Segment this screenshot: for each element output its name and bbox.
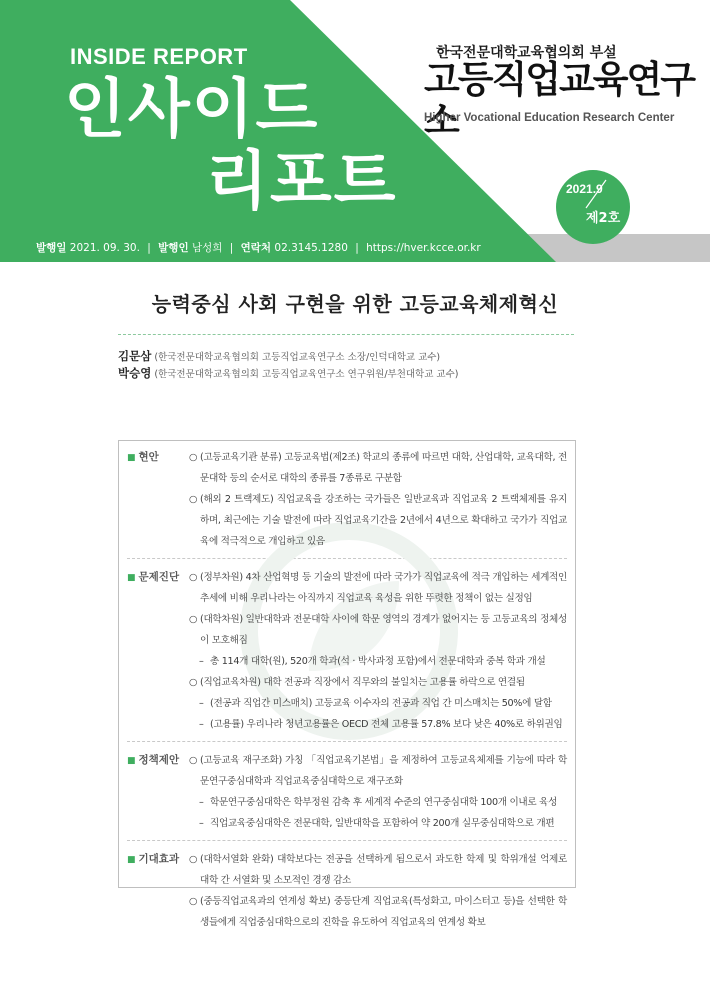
summary-point (189, 567, 567, 609)
circle-bullet-icon: ○ (189, 572, 198, 583)
author-name: 박승영 (118, 366, 152, 380)
meta-date-label: 발행일 (36, 242, 67, 254)
dash-bullet-icon: – (199, 719, 204, 730)
section-label (119, 567, 189, 735)
summary-subpoint (189, 714, 567, 735)
meta-separator: | (147, 242, 151, 254)
point-text: (중등직업교육과의 연계성 확보) 중등단계 직업교육(특성화고, 마이스터고 등)을 선택한 학생들에게 직업중심대학으로의 진학을 유도하여 직업교육의 연계성 확보 (200, 896, 567, 928)
title-divider (118, 334, 574, 335)
section-label-text: 문제진단 (138, 571, 180, 583)
point-text: (전공과 직업간 미스매치) 고등교육 이수자의 전공과 직업 간 미스매치는 50%에 달함 (210, 698, 552, 709)
meta-separator: | (355, 242, 359, 254)
meta-url-link[interactable]: https://hver.kcce.or.kr (366, 242, 481, 254)
section-items (189, 567, 575, 735)
author-affiliation: (한국전문대학교육협의회 고등직업교육연구소 소장/인덕대학교 교수) (154, 352, 441, 363)
dash-bullet-icon: – (199, 698, 204, 709)
author-affiliation: (한국전문대학교육협의회 고등직업교육연구소 연구위원/부천대학교 교수) (154, 369, 459, 380)
summary-subpoint (189, 813, 567, 834)
dash-bullet-icon: – (199, 797, 204, 808)
summary-point (189, 447, 567, 489)
summary-point (189, 609, 567, 651)
meta-publisher-label: 발행인 (158, 242, 189, 254)
circle-bullet-icon: ○ (189, 854, 198, 865)
summary-point (189, 849, 567, 891)
author-list (118, 348, 459, 382)
section-label (119, 849, 189, 933)
point-text: (직업교육차원) 대학 전공과 직장에서 직무와의 불일치는 고용률 하락으로 연결됨 (200, 677, 525, 688)
summary-section (119, 447, 575, 552)
summary-subpoint (189, 792, 567, 813)
meta-contact: 02.3145.1280 (274, 242, 348, 254)
point-text: (고용률) 우리나라 청년고용률은 OECD 전체 고용률 57.8% 보다 낮은 40%로 하위권임 (210, 719, 563, 730)
publisher-subtitle: 한국전문대학교육협의회 부설 (436, 45, 617, 61)
summary-point (189, 489, 567, 552)
circle-bullet-icon: ○ (189, 896, 198, 907)
summary-section (119, 750, 575, 834)
summary-section (119, 567, 575, 735)
report-label: INSIDE REPORT (70, 44, 248, 69)
circle-bullet-icon: ○ (189, 494, 198, 505)
author-row (118, 348, 459, 365)
circle-bullet-icon: ○ (189, 755, 198, 766)
section-bullet-icon: ■ (127, 453, 136, 463)
section-items (189, 447, 575, 552)
meta-contact-label: 연락처 (240, 242, 272, 254)
summary-subpoint (189, 651, 567, 672)
article-title: 능력중심 사회 구현을 위한 고등교육체제혁신 (151, 292, 559, 316)
section-items (189, 849, 575, 933)
publication-meta (36, 240, 481, 255)
point-text: (고등교육기관 분류) 고등교육법(제2조) 학교의 종류에 따르면 대학, 산업대학, 교육대학, 전문대학 등의 순서로 대학의 종류를 7종류로 구분함 (200, 452, 567, 484)
issue-badge (556, 170, 630, 244)
circle-bullet-icon: ○ (189, 614, 198, 625)
point-text: 학문연구중심대학은 학부정원 감축 후 세계적 수준의 연구중심대학 100개 이내로 육성 (210, 797, 558, 808)
issue-date: 2021.9 (566, 182, 603, 196)
summary-point (189, 672, 567, 693)
meta-separator: | (229, 242, 234, 254)
section-label (119, 750, 189, 834)
section-bullet-icon: ■ (127, 756, 136, 766)
point-text: (대학차원) 일반대학과 전문대학 사이에 학문 영역의 경계가 없어지는 등 고등교육의 정체성이 모호해짐 (200, 614, 567, 646)
author-row (118, 365, 459, 382)
circle-bullet-icon: ○ (189, 677, 198, 688)
section-items (189, 750, 575, 834)
circle-bullet-icon: ○ (189, 452, 198, 463)
section-label-text: 현안 (138, 451, 159, 463)
summary-box (118, 440, 576, 928)
publisher-english-name: Higher Vocational Education Research Center (424, 112, 675, 124)
section-divider (127, 840, 567, 841)
point-text: (고등교육 재구조화) 가칭 「직업교육기본법」을 제정하여 고등교육체제를 기능에 따라 학문연구중심대학과 직업교육중심대학으로 재구조화 (200, 755, 567, 787)
section-label-text: 기대효과 (138, 853, 180, 865)
dash-bullet-icon: – (199, 818, 204, 829)
report-title-line1: 인사이드 (64, 73, 320, 147)
point-text: 총 114개 대학(원), 520개 학과(석 · 박사과정 포함)에서 전문대학과 중복 학과 개설 (210, 656, 546, 667)
section-label-text: 정책제안 (138, 754, 180, 766)
report-title-line2: 리포트 (206, 145, 398, 219)
point-text: 직업교육중심대학은 전문대학, 일반대학을 포함하여 약 200개 실무중심대학으로 개편 (210, 818, 555, 829)
meta-publisher: 남성희 (191, 242, 223, 254)
publisher-name: 고등직업교육연구소 (424, 58, 694, 142)
meta-date: 2021. 09. 30. (69, 242, 140, 254)
section-divider (127, 741, 567, 742)
section-label (119, 447, 189, 552)
point-text: (대학서열화 완화) 대학보다는 전공을 선택하게 됨으로서 과도한 학제 및 학위개설 억제로 대학 간 서열화 및 소모적인 경쟁 감소 (200, 854, 567, 886)
summary-sections (119, 447, 575, 933)
summary-section (119, 849, 575, 933)
issue-number: 제2호 (586, 211, 621, 226)
summary-subpoint (189, 693, 567, 714)
summary-point (189, 750, 567, 792)
section-bullet-icon: ■ (127, 855, 136, 865)
summary-point (189, 891, 567, 933)
point-text: (정부차원) 4차 산업혁명 등 기술의 발전에 따라 국가가 직업교육에 적극 개입하는 세계적인 추세에 비해 우리나라는 아직까지 직업교육 육성을 위한 뚜렷한 정책이 없는 실정임 (200, 572, 567, 604)
section-bullet-icon: ■ (127, 573, 136, 583)
author-name: 김문삼 (118, 349, 152, 363)
point-text: (해외 2 트랙제도) 직업교육을 강조하는 국가들은 일반교육과 직업교육 2 트랙체제를 유지하며, 최근에는 기술 발전에 따라 직업교육기간을 2년에서 4년으로 확대하고 국가가 직업교육에 적극적으로 개입하고 있음 (200, 494, 567, 547)
dash-bullet-icon: – (199, 656, 204, 667)
